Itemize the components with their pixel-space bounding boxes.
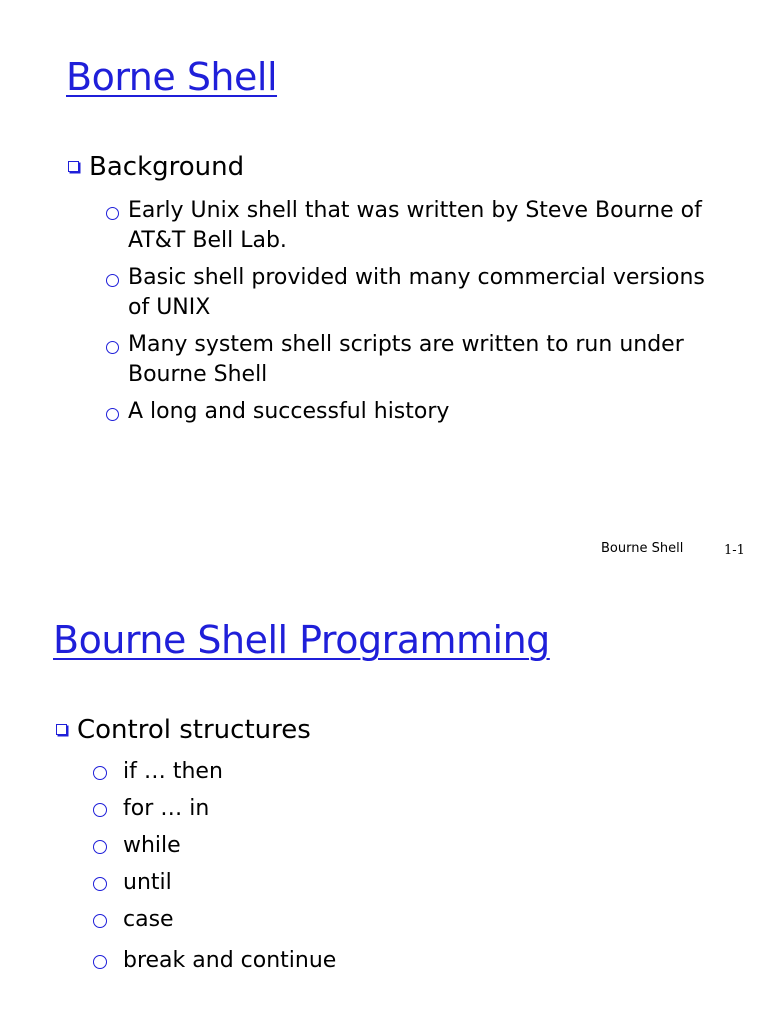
list-item [128,397,728,427]
list-item [128,263,728,323]
list-item [123,946,336,983]
square-bullet-icon [56,724,67,735]
list-item-text: Early Unix shell that was written by Steve Bourne of AT&T Bell Lab. [128,198,702,253]
list-item [128,196,728,256]
circle-bullet-icon [93,914,107,928]
circle-bullet-icon [106,207,119,220]
circle-bullet-icon [93,803,107,817]
list-item [123,831,336,868]
page-number: 1-1 [724,543,745,558]
list-item [123,868,336,905]
bullet-heading: Control structures [77,715,311,745]
circle-bullet-icon [93,877,107,891]
circle-bullet-icon [106,274,119,287]
list-item-text: A long and successful history [128,399,450,424]
slide-2 [0,570,768,1024]
list-item [123,794,336,831]
slide-title: Borne Shell [66,55,278,99]
list-item-text: case [123,907,174,932]
list-item [123,757,336,794]
slide-title: Bourne Shell Programming [53,618,550,662]
circle-bullet-icon [106,408,119,421]
circle-bullet-icon [106,341,119,354]
sub-bullet-list [123,757,336,983]
list-item-text: until [123,870,172,895]
circle-bullet-icon [93,766,107,780]
list-item-text: break and continue [123,948,337,973]
bullet-control-structures [56,715,311,745]
list-item [128,330,728,390]
list-item-text: Basic shell provided with many commercial versions of UNIX [128,265,705,320]
square-bullet-icon [68,161,79,172]
bullet-heading: Background [89,152,245,182]
list-item-text: while [123,833,181,858]
sub-bullet-list [128,196,728,434]
circle-bullet-icon [93,955,107,969]
list-item-text: Many system shell scripts are written to run under Bourne Shell [128,332,684,387]
list-item-text: for … in [123,796,210,821]
circle-bullet-icon [93,840,107,854]
list-item-text: if … then [123,759,223,784]
bullet-background [68,152,244,182]
list-item [123,905,336,942]
footer-label: Bourne Shell [601,541,684,556]
